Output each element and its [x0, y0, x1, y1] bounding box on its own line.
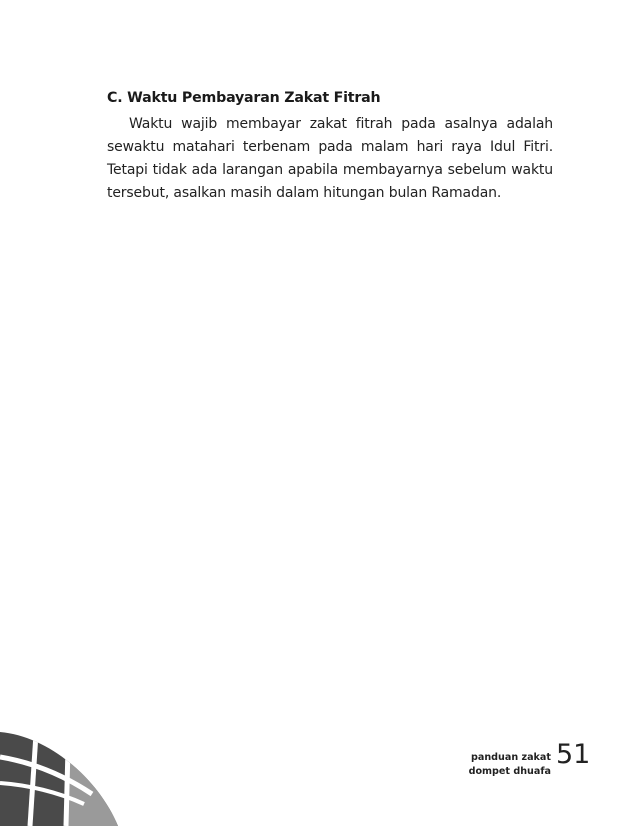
- footer-title-line-2: dompet dhuafa: [468, 766, 551, 777]
- footer-book-title: [469, 751, 551, 779]
- corner-divider-right: [66, 748, 68, 826]
- corner-decoration: [0, 700, 118, 826]
- page-content: [107, 88, 553, 205]
- corner-light-shape: [66, 748, 118, 826]
- page-number: 51: [556, 739, 591, 770]
- section-heading: C. Waktu Pembayaran Zakat Fitrah: [107, 90, 381, 106]
- body-paragraph: Waktu wajib membayar zakat fitrah pada asalnya adalah sewaktu matahari terbenam pada malam hari raya Idul Fitri. Tetapi tidak ada larangan apabila membayarnya sebelum waktu tersebut, asalkan masih dalam hitungan bulan Ramadan.: [107, 116, 553, 201]
- footer-title-line-1: panduan zakat: [470, 752, 551, 763]
